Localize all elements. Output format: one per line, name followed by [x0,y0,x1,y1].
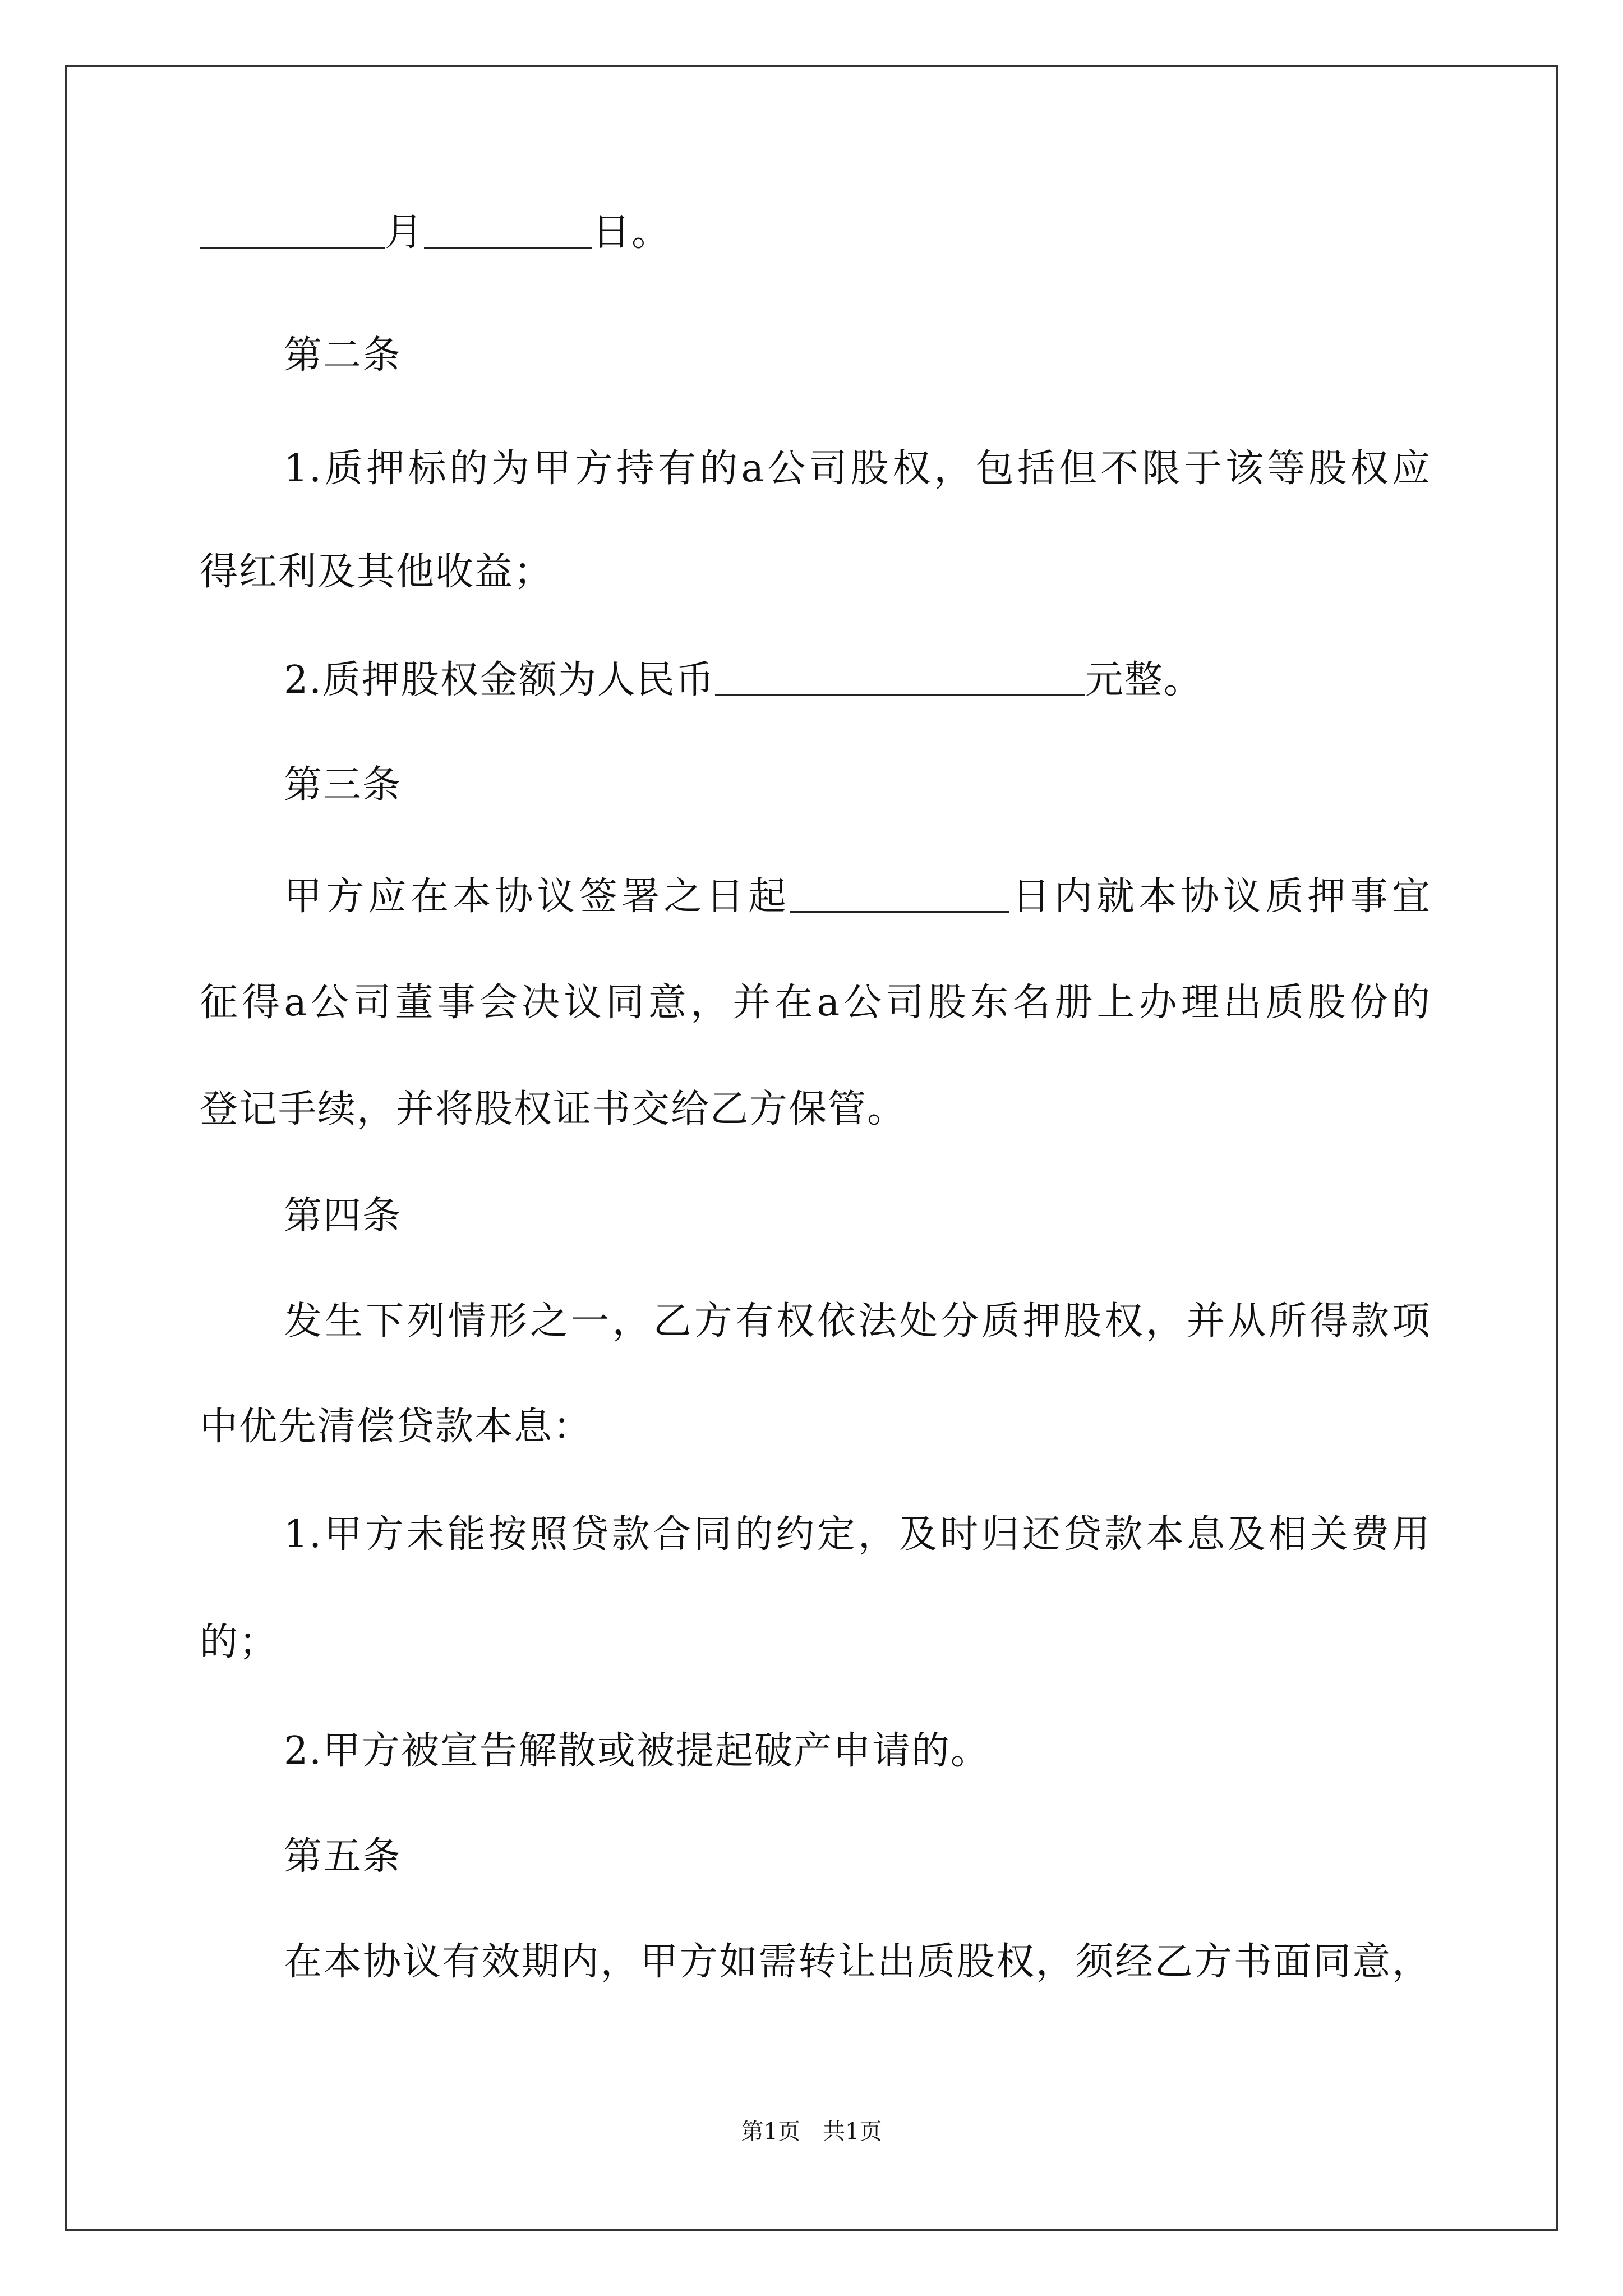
article-2-item-1-line-1: 1.质押标的为甲方持有的a公司股权，包括但不限于该等股权应 [284,447,1431,491]
amount-blank [715,661,1085,696]
article-4-intro-line-2: 中优先清偿贷款本息： [200,1405,593,1449]
month-blank [200,213,385,249]
article-4-heading: 第四条 [284,1194,402,1238]
article-3-heading: 第三条 [284,763,402,807]
page-frame [65,65,1558,2231]
page-total: 共1页 [823,2119,882,2145]
article-2-item-2: 2.质押股权金额为人民币 元整。 [284,658,1203,702]
article-2-item-1-line-2: 得红利及其他收益； [200,550,554,594]
article-2-heading: 第二条 [284,333,402,378]
page-current: 第1页 [741,2119,800,2145]
article-4-item-2: 2.甲方被宣告解散或被提起破产申请的。 [284,1729,990,1773]
date-line: 月 日。 [200,213,671,252]
article-5-heading: 第五条 [284,1834,402,1879]
article-3-line-2: 征得a公司董事会决议同意，并在a公司股东名册上办理出质股份的 [200,981,1431,1025]
article-5-line-1: 在本协议有效期内，甲方如需转让出质股权，须经乙方书面同意， [284,1940,1431,1984]
day-blank [424,213,592,249]
article-4-item-1-line-1: 1.甲方未能按照贷款合同的约定，及时归还贷款本息及相关费用 [284,1512,1431,1557]
article-3-line-1: 甲方应在本协议签署之日起 日内就本协议质押事宜 [284,875,1431,919]
article-3-line-3: 登记手续，并将股权证书交给乙方保管。 [200,1087,907,1131]
article-4-intro-line-1: 发生下列情形之一，乙方有权依法处分质押股权，并从所得款项 [284,1299,1431,1343]
page-footer [0,2120,1623,2143]
article-4-item-1-line-2: 的； [200,1620,279,1664]
days-blank [790,877,1009,913]
